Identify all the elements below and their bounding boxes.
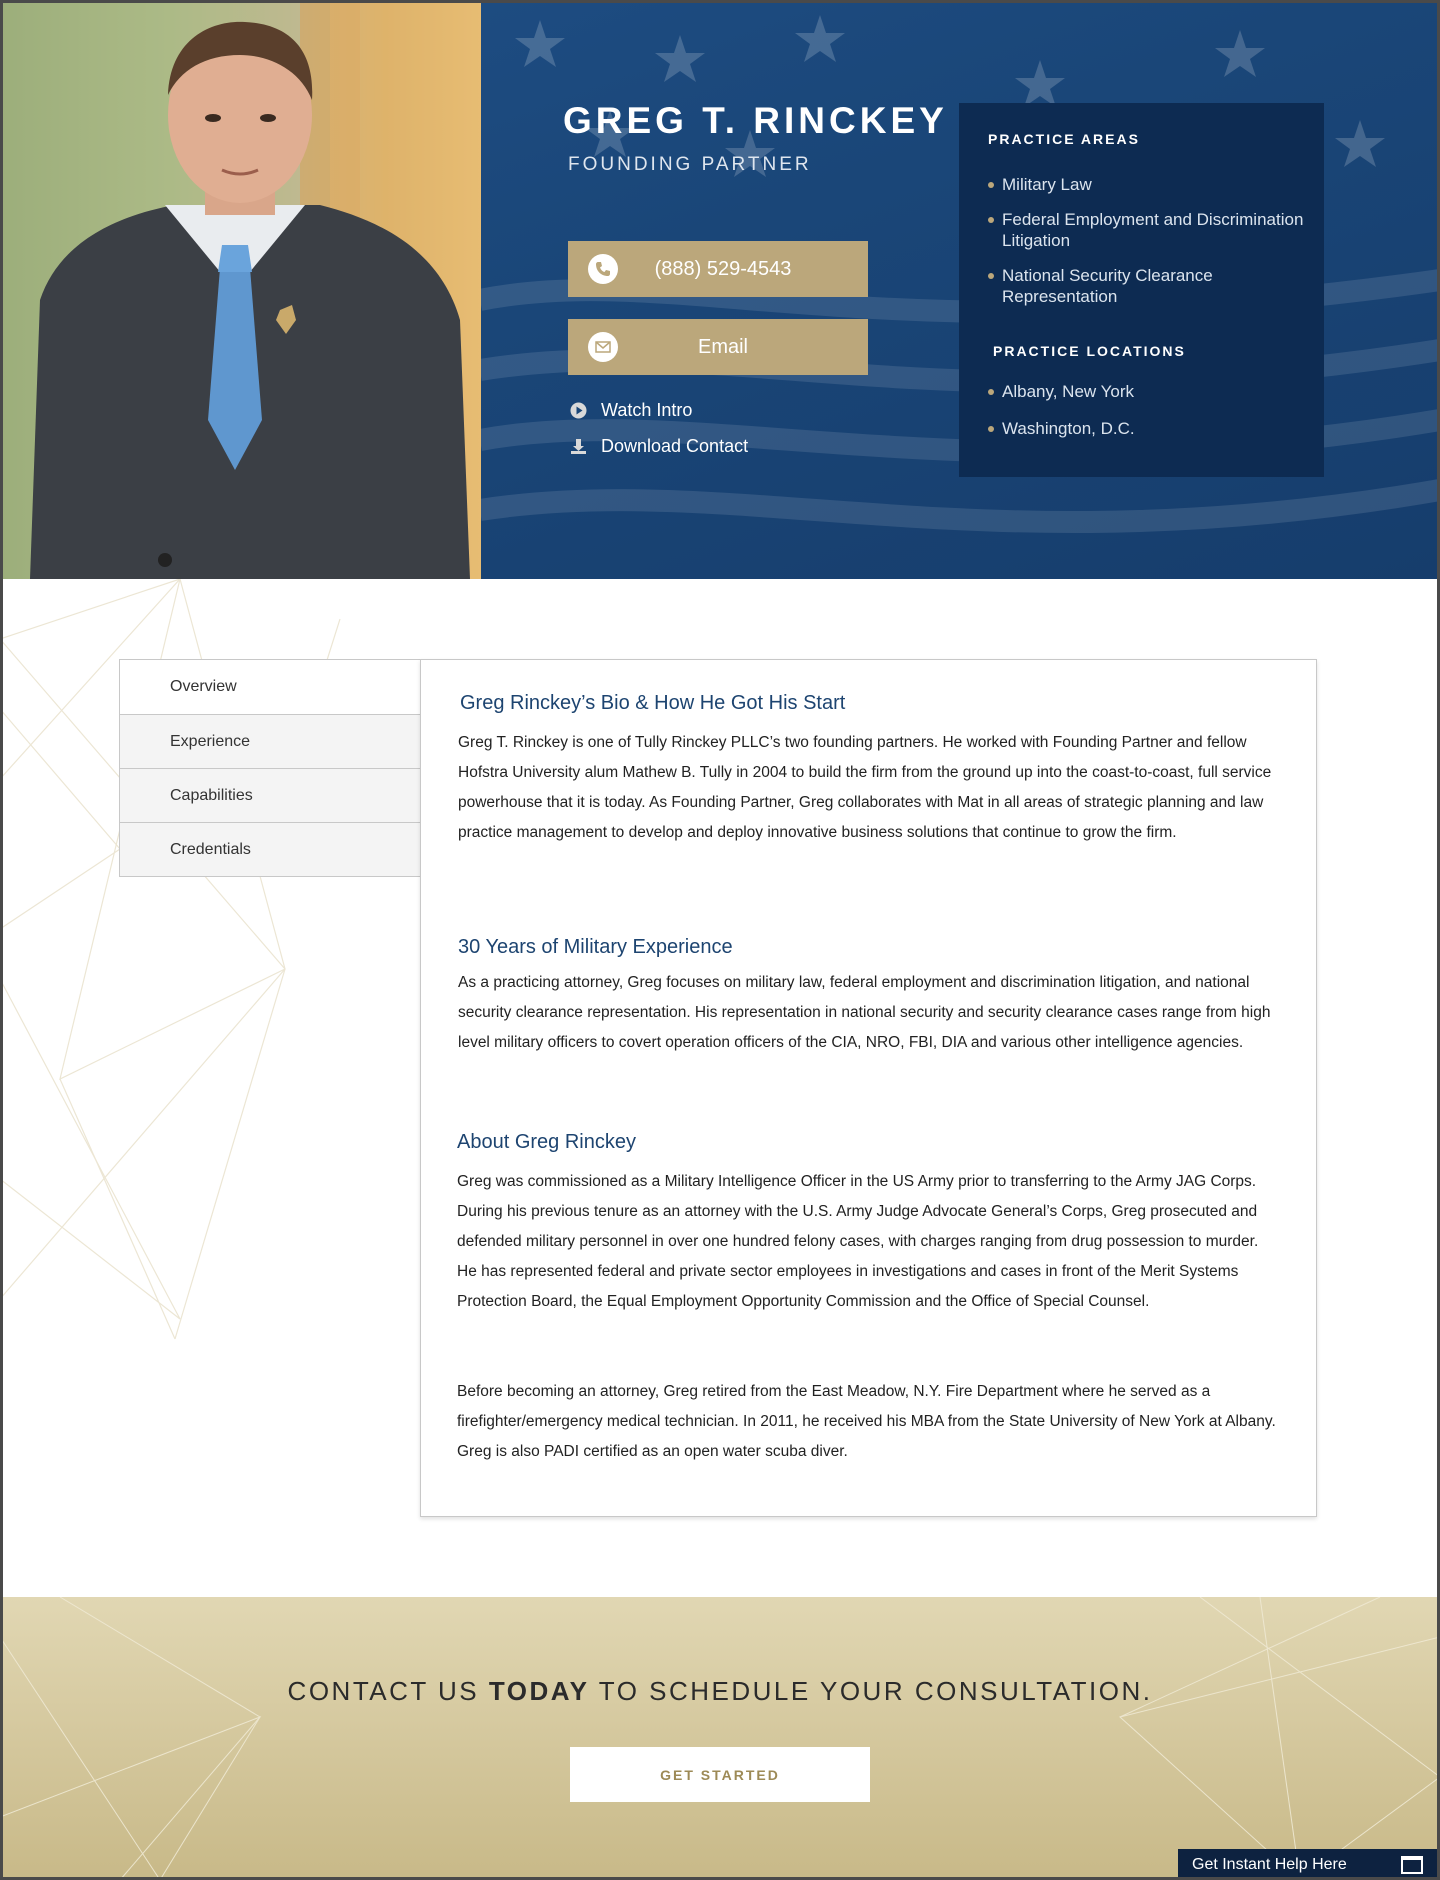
email-label: Email xyxy=(697,335,748,358)
bio-paragraph: Greg T. Rinckey is one of Tully Rinckey PLLC’s two founding partners. He worked with Founding Partner and fellow Hofstra University alum Mathew B. Tully in 2004 to build the firm from the ground up into the coast-to-coast, full service powerhouse that it is today. As Founding Partner, Greg collaborates with Mat in all areas of strategic planning and law practice management to develop and deploy innovative business solutions that continue to grow the firm. xyxy=(458,734,1272,841)
consultation-text: CONTACT US TODAY TO SCHEDULE YOUR CONSULTATION. xyxy=(287,1676,1153,1706)
email-button[interactable] xyxy=(568,319,868,375)
practice-areas-list xyxy=(988,174,1308,321)
download-contact-link[interactable] xyxy=(569,436,748,457)
about-paragraph-1: Greg was commissioned as a Military Intelligence Officer in the US Army prior to transferring to the Army JAG Corps. During his previous tenure as an attorney with the U.S. Army Judge Advocate General’s Corps, Greg prosecuted and defended military personnel in over one hundred felony cases, with charges ranging from drug possession to murder. He has represented federal and private sector employees in investigations and cases in front of the Merit Systems Protection Board, the Equal Employment Opportunity Commission and the Office of Special Counsel. xyxy=(457,1173,1259,1310)
profile-hero xyxy=(0,0,1440,579)
practice-areas-heading: PRACTICE AREAS xyxy=(988,131,1140,147)
practice-info-box xyxy=(959,103,1324,477)
phone-number: (888) 529-4543 xyxy=(654,257,792,280)
get-started-button[interactable]: GET STARTED xyxy=(570,1747,870,1802)
phone-button[interactable] xyxy=(568,241,868,297)
practice-location-item[interactable]: Albany, New York xyxy=(988,381,1308,402)
bio-tabs xyxy=(119,659,421,877)
instant-help-label: Get Instant Help Here xyxy=(1192,1855,1347,1873)
consultation-banner xyxy=(0,1597,1440,1880)
play-circle-icon xyxy=(569,402,587,420)
practice-area-item[interactable]: Military Law xyxy=(988,174,1308,195)
military-experience-heading: 30 Years of Military Experience xyxy=(458,936,733,958)
banner-geometric-pattern xyxy=(0,1597,1440,1880)
tab-experience[interactable]: Experience xyxy=(120,714,420,768)
practice-area-item[interactable]: Federal Employment and Discrimination Litigation xyxy=(988,209,1308,251)
watch-intro-label: Watch Intro xyxy=(601,400,693,420)
tab-credentials[interactable]: Credentials xyxy=(120,822,420,876)
envelope-icon xyxy=(588,332,618,362)
download-contact-label: Download Contact xyxy=(601,436,749,456)
military-experience-paragraph: As a practicing attorney, Greg focuses on military law, federal employment and discrimination litigation, and national security clearance representation. His representation in national security and security clearance cases range from high level military officers to covert operation officers of the CIA, NRO, FBI, DIA and various other intelligence agencies. xyxy=(458,974,1271,1051)
tab-capabilities[interactable]: Capabilities xyxy=(120,768,420,822)
download-icon xyxy=(569,438,587,456)
practice-location-item[interactable]: Washington, D.C. xyxy=(988,418,1308,439)
attorney-title: FOUNDING PARTNER xyxy=(568,154,812,175)
attorney-name: GREG T. RINCKEY xyxy=(563,100,948,141)
tab-overview[interactable]: Overview xyxy=(120,660,420,714)
watch-intro-link[interactable] xyxy=(569,400,692,421)
instant-help-widget[interactable] xyxy=(1178,1849,1437,1880)
phone-icon xyxy=(588,254,618,284)
practice-area-item[interactable]: National Security Clearance Representation xyxy=(988,265,1308,307)
chat-window-icon xyxy=(1401,1856,1423,1874)
about-heading: About Greg Rinckey xyxy=(457,1131,636,1153)
practice-locations-heading: PRACTICE LOCATIONS xyxy=(993,343,1186,359)
bio-heading: Greg Rinckey’s Bio & How He Got His Start xyxy=(460,692,846,714)
overview-panel xyxy=(420,659,1317,1517)
about-paragraph-2: Before becoming an attorney, Greg retired from the East Meadow, N.Y. Fire Department where he served as a firefighter/emergency medical technician. In 2011, he received his MBA from the State University of New York at Albany. Greg is also PADI certified as an open water scuba diver. xyxy=(457,1383,1276,1460)
attorney-portrait xyxy=(0,0,481,579)
practice-locations-list xyxy=(988,381,1308,453)
